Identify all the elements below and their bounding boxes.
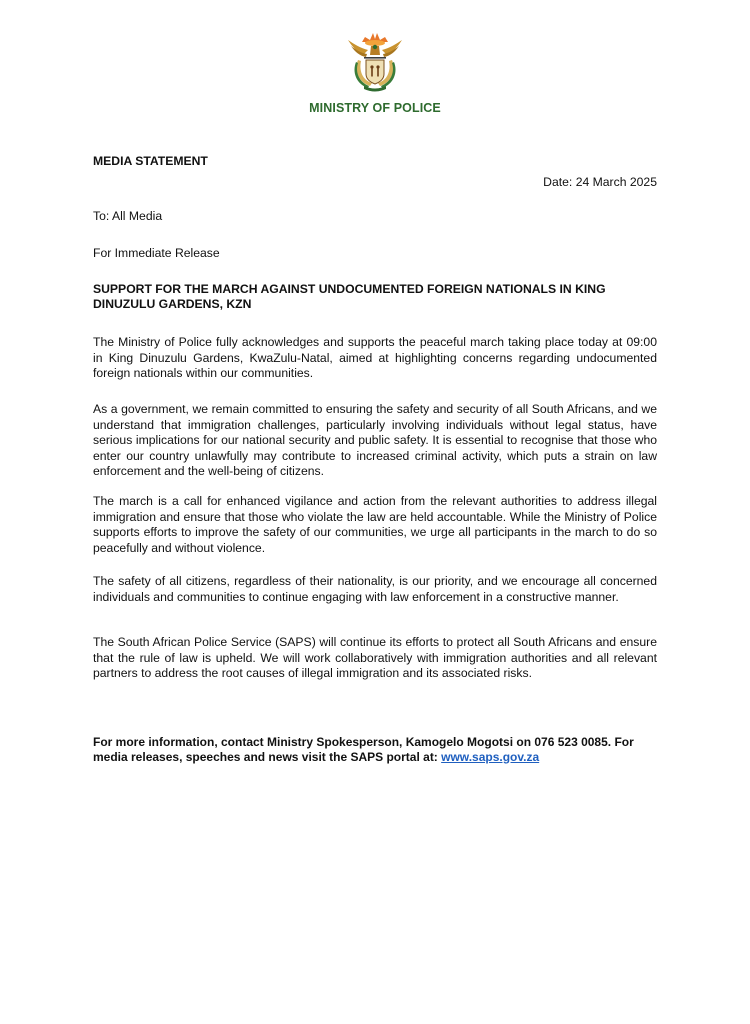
paragraph-3: The march is a call for enhanced vigilance and action from the relevant authorities to address illegal immigration and ensure that those who violate the law are held accountable. While the Ministry of Police supports efforts to improve the safety of our communities, we urge all participants in the march to do so peacefully and without violence. [93, 494, 657, 555]
paragraph-4: The safety of all citizens, regardless of their nationality, is our priority, and we encourage all concerned individuals and communities to continue engaging with law enforcement in a constructive manner. [93, 574, 657, 604]
contact-info [93, 735, 657, 764]
document-type-label: MEDIA STATEMENT [93, 154, 208, 168]
paragraph-2: As a government, we remain committed to ensuring the safety and security of all South Africans, and we understand that immigration challenges, particularly involving individuals without legal status, have serious implications for our national security and public safety. It is essential to recognise that those who enter our country unlawfully may contribute to increased criminal activity, which puts a strain on law enforcement and the well-being of citizens. [93, 402, 657, 479]
ministry-heading: MINISTRY OF POLICE [309, 101, 441, 115]
paragraph-1: The Ministry of Police fully acknowledges and supports the peaceful march taking place today at 09:00 in King Dinuzulu Gardens, KwaZulu-Natal, aimed at highlighting concerns regarding undocumented foreign nationals within our communities. [93, 335, 657, 381]
release-notice: For Immediate Release [93, 246, 220, 260]
saps-portal-link[interactable]: www.saps.gov.za [441, 749, 540, 764]
statement-date: Date: 24 March 2025 [543, 175, 657, 189]
south-africa-coat-of-arms-icon [342, 28, 408, 94]
paragraph-5: The South African Police Service (SAPS) will continue its efforts to protect all South Africans and ensure that the rule of law is upheld. We will work collaboratively with immigration authorities and all relevant partners to address the root causes of illegal immigration and its associated risks. [93, 635, 657, 681]
statement-title: SUPPORT FOR THE MARCH AGAINST UNDOCUMENTED FOREIGN NATIONALS IN KING DINUZULU GARDENS, KZN [93, 282, 606, 311]
recipient-line: To: All Media [93, 209, 163, 223]
contact-text: For more information, contact Ministry Spokesperson, Kamogelo Mogotsi on 076 523 0085. For media releases, speeches and news visit the SAPS portal at: [93, 735, 634, 764]
